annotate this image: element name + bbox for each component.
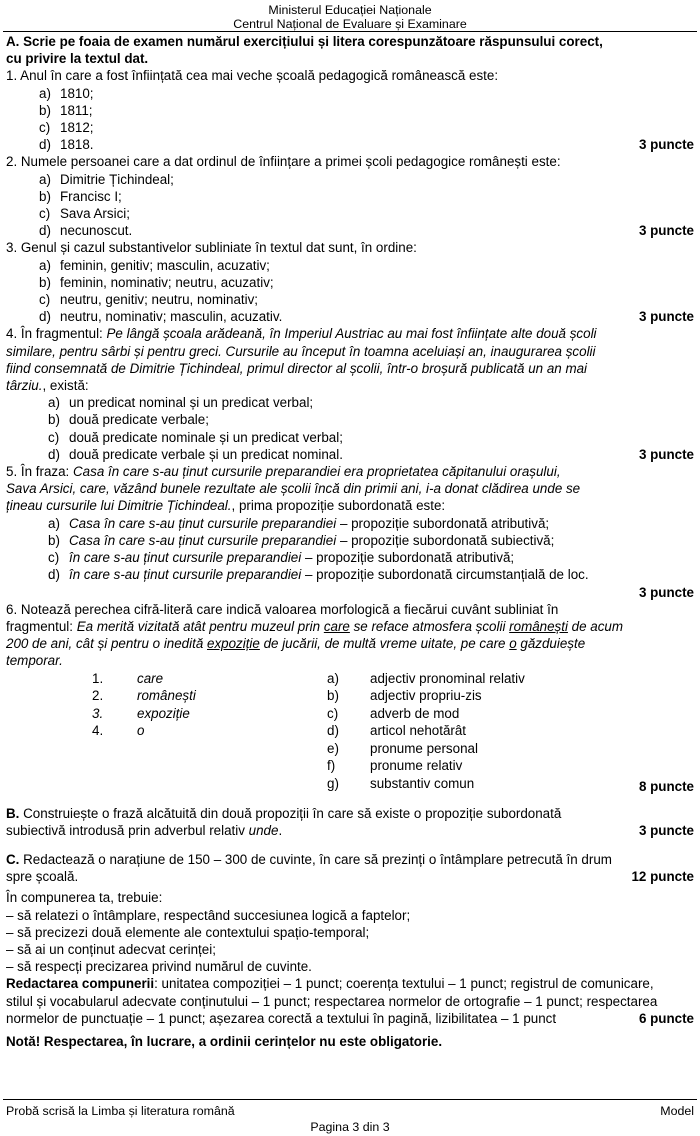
section-c-label: C. [6, 851, 20, 867]
q4-option-a: a) un predicat nominal și un predicat verbal; [48, 395, 314, 411]
q6-underline-expozitie: expoziție [207, 636, 260, 652]
q1-options [6, 85, 694, 154]
q6-left-num-1: 1. [92, 670, 104, 686]
q6-line4: temporar. [6, 653, 63, 669]
q5-option-d: d) în care s-au ținut cursurile preparandiei – propoziție subordonată circumstanțială de loc. [48, 567, 589, 583]
q5-line1: 5. În fraza: Casa în care s-au ținut cursurile preparandiei era proprietatea căpitanului orașului, [6, 464, 561, 480]
q2-option-d: d) necunoscut. 3 puncte [39, 223, 694, 239]
q6-line2: fragmentul: Ea merită vizitată atât pentru muzeul prin care se reface atmosfera școlii românești de acum [6, 618, 624, 634]
q6-left-word-2: românești [137, 688, 196, 703]
q5-option-a: a) Casa în care s-au ținut cursurile preparandiei – propoziție subordonată atributivă; [48, 515, 550, 531]
section-c-redactare-2: stilul și vocabularul adecvate conținutului – 1 punct; respectarea normelor de ortografie – 1 punct; respectarea [6, 993, 658, 1009]
q6-matching-table [6, 670, 694, 793]
q1-option-b: b) 1811; [39, 102, 93, 118]
q6-right-letter-g: g) [327, 775, 339, 791]
section-c-redactare-3: normelor de punctuație – 1 punct; așezarea corectă a textului în pagină, lizibilitatea – 1 punct 6 puncte [6, 1010, 694, 1026]
footer-divider [3, 1099, 697, 1100]
q3-option-c: c) neutru, genitiv; neutru, nominativ; [39, 292, 258, 308]
section-a-title: A. Scrie pe foaia de examen numărul exercițiului și litera corespunzătoare răspunsului corect, [6, 34, 603, 49]
q6-right-text-g: substantiv comun [370, 775, 475, 791]
q4-options [6, 394, 694, 463]
q5-options [6, 515, 694, 584]
section-b-label: B. [6, 805, 20, 821]
footer-exam-name: Probă scrisă la Limba și literatura română [6, 1104, 235, 1118]
q4-points: 3 puncte [638, 446, 694, 462]
q3-text: 3. Genul și cazul substantivelor subliniate în textul dat sunt, în ordine: [6, 240, 417, 256]
section-a-title-cont: cu privire la textul dat. [6, 51, 149, 67]
q1-option-c: c) 1812; [39, 120, 94, 136]
q4-line1: 4. În fragmentul: Pe lângă școala arădeană, în Imperiul Austriac au mai fost înființate alte două școli [6, 326, 597, 342]
q3-option-a: a) feminin, genitiv; masculin, acuzativ; [39, 257, 270, 273]
q6-right-text-b: adjectiv propriu-zis [370, 688, 482, 703]
q6-underline-o: o [509, 636, 517, 652]
q6-left-word-3: expoziție [137, 705, 190, 721]
q5-points-row [6, 584, 694, 601]
q4-quote: Pe lângă școala arădeană, în Imperiul Austriac au mai fost înființate alte două școli [106, 326, 597, 342]
q6-right-letter-d: d) [327, 723, 339, 738]
section-c-req-intro: În compunerea ta, trebuie: [6, 890, 163, 906]
q4-option-c: c) două predicate nominale și un predicat verbal; [48, 429, 343, 445]
q6-left-num-3: 3. [92, 705, 104, 721]
q2-text: 2. Numele persoanei care a dat ordinul de înființare a primei școli pedagogice românești este: [6, 154, 561, 170]
q6-right-letter-a: a) [327, 670, 339, 686]
section-c-points: 12 puncte [631, 869, 694, 885]
redactare-label: Redactarea compunerii [6, 976, 155, 992]
q6-right-letter-f: f) [327, 758, 336, 773]
q2-option-c: c) Sava Arsici; [39, 206, 130, 222]
q6-right-text-e: pronume personal [370, 740, 478, 756]
q3-points: 3 puncte [638, 309, 694, 325]
page-header [6, 0, 694, 31]
section-b-line1: B. Construiește o frază alcătuită din două propoziții în care să existe o propoziție subordonată [6, 805, 562, 821]
q6-points: 8 puncte [638, 778, 694, 794]
section-c-line1: C. Redactează o narațiune de 150 – 300 de cuvinte, în care să prezinți o întâmplare petrecută în drum [6, 851, 612, 867]
exam-body [6, 33, 694, 1050]
q5-option-c: c) în care s-au ținut cursurile preparandiei – propoziție subordonată atributivă; [48, 550, 515, 566]
q1-points: 3 puncte [638, 137, 694, 153]
q5-line2: Sava Arsici, care, văzând bunele rezultate ale școlii încă din primii ani, i-a donat clădirea unde se [6, 481, 581, 497]
q1-option-d: d) 1818. 3 puncte [39, 137, 694, 153]
q5-line3: țineau cursurile lui Dimitrie Țichindeal., prima propoziție subordonată este: [6, 498, 446, 514]
q6-line3: 200 de ani, cât și pentru o inedită expoziție de jucării, de multă vreme uitate, pe care o găzduiește [6, 636, 586, 652]
q6-underline-romanesti: românești [509, 618, 568, 634]
section-c-req-1: – să relatezi o întâmplare, respectând succesiunea logică a faptelor; [6, 907, 411, 923]
q6-right-letter-b: b) [327, 688, 339, 703]
q4-option-b: b) două predicate verbale; [48, 412, 209, 428]
q6-right-letter-e: e) [327, 740, 339, 756]
q6-right-text-c: adverb de mod [370, 705, 460, 721]
redactare-points: 6 puncte [638, 1010, 694, 1026]
q6-left-word-4: o [137, 723, 145, 738]
q6-line1: 6. Notează perechea cifră-literă care indică valoarea morfologică a fiecărui cuvânt subliniat în [6, 601, 559, 617]
q2-points: 3 puncte [638, 223, 694, 239]
q6-right-text-f: pronume relativ [370, 758, 463, 773]
note: Notă! Respectarea, în lucrare, a ordinii cerințelor nu este obligatorie. [6, 1033, 443, 1049]
header-divider [3, 31, 697, 32]
q6-right-text-d: articol nehotărât [370, 723, 467, 738]
header-ministry: Ministerul Educației Naționale [268, 3, 432, 17]
q2-option-b: b) Francisc I; [39, 188, 122, 204]
q3-option-d: d) neutru, nominativ; masculin, acuzativ. 3 puncte [39, 309, 694, 325]
q3-options [6, 257, 694, 326]
section-b-line2: subiectivă introdusă prin adverbul relativ unde. 3 puncte [6, 822, 694, 838]
q4-line4: târziu., există: [6, 378, 89, 394]
q3-option-b: b) feminin, nominativ; neutru, acuzativ; [39, 274, 274, 290]
q4-line3: fiind consemnată de Dimitrie Țichindeal, primul director al școlii, într-o broșură publicată un an mai [6, 360, 588, 376]
q6-left-num-2: 2. [92, 688, 104, 703]
q6-underline-care: care [323, 618, 350, 634]
q6-right-text-a: adjectiv pronominal relativ [370, 670, 525, 686]
footer-model: Model [660, 1104, 694, 1118]
section-b-points: 3 puncte [638, 822, 694, 838]
section-c-req-3: – să ai un conținut adecvat cerinței; [6, 941, 216, 957]
section-c-redactare-1: Redactarea compunerii: unitatea compoziției – 1 punct; coerența textului – 1 punct; registrul de comunicare, [6, 976, 654, 992]
q6-right-letter-c: c) [327, 705, 339, 721]
q2-options [6, 171, 694, 240]
page-number: Pagina 3 din 3 [310, 1120, 390, 1134]
q6-left-num-4: 4. [92, 723, 104, 738]
section-c-req-2: – să precizezi două elemente ale contextului spațio-temporal; [6, 924, 370, 940]
q5-option-b: b) Casa în care s-au ținut cursurile preparandiei – propoziție subordonată subiectivă; [48, 532, 555, 548]
q2-option-a: a) Dimitrie Țichindeal; [39, 171, 174, 187]
q5-points: 3 puncte [638, 584, 694, 600]
q1-option-a: a) 1810; [39, 85, 94, 101]
q5-quote: Casa în care s-au ținut cursurile preparandiei era proprietatea căpitanului orașului, [73, 464, 561, 480]
section-c-req-4: – să respecți precizarea privind numărul de cuvinte. [6, 959, 312, 975]
header-center: Centrul Național de Evaluare și Examinare [233, 17, 467, 31]
q4-line2: similare, pentru sârbi și pentru greci. Cursurile au început în toamna aceluiași an, inaugurarea școlii [6, 343, 596, 359]
section-c-line2: spre școală. 12 puncte [6, 869, 694, 885]
q1-text: 1. Anul în care a fost înființată cea mai veche școală pedagogică românească este: [6, 68, 499, 84]
q6-left-word-1: care [137, 670, 164, 686]
q4-option-d: d) două predicate verbale și un predicat nominal. 3 puncte [48, 446, 694, 462]
